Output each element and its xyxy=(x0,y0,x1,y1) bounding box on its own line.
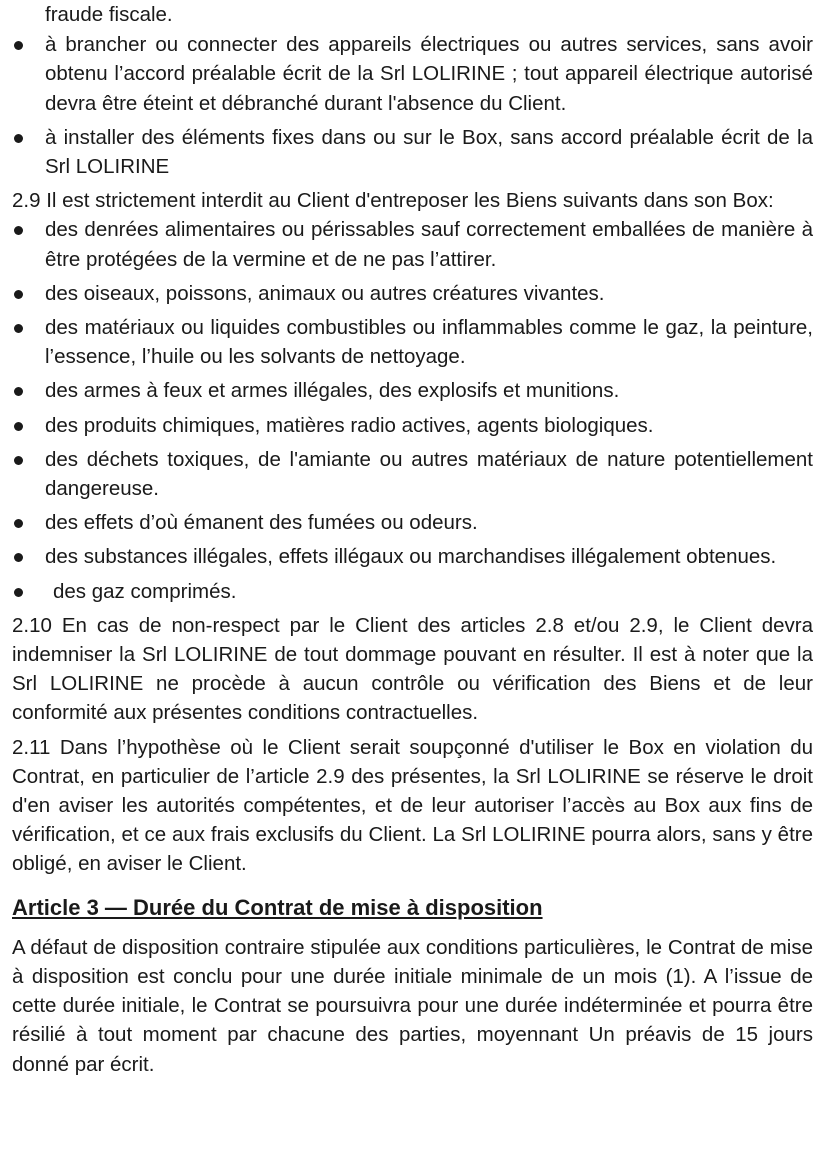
section-2-9-intro: 2.9 Il est strictement interdit au Client d'entreposer les Biens suivants dans son Box: xyxy=(12,189,774,213)
list-item xyxy=(12,445,813,503)
prohibited-actions-list xyxy=(12,30,813,181)
bullet-icon xyxy=(14,290,23,299)
bullet-icon xyxy=(14,456,23,465)
list-item-text: des denrées alimentaires ou périssables sauf correctement emballées de manière à être protégées de la vermine et de ne pas l’attirer. xyxy=(45,218,813,271)
bullet-icon xyxy=(14,134,23,143)
list-item xyxy=(12,542,813,571)
list-item-text: des produits chimiques, matières radio actives, agents biologiques. xyxy=(45,413,654,437)
list-item-text: des oiseaux, poissons, animaux ou autres créatures vivantes. xyxy=(45,281,605,305)
prohibited-goods-list xyxy=(12,215,813,605)
bullet-icon xyxy=(14,553,23,562)
article-3-heading: Article 3 — Durée du Contrat de mise à disposition xyxy=(12,894,543,920)
bullet-icon xyxy=(14,41,23,50)
list-item xyxy=(12,376,813,405)
list-item-text: des gaz comprimés. xyxy=(53,579,237,603)
list-item-text: des déchets toxiques, de l'amiante ou autres matériaux de nature potentiellement dangereuse. xyxy=(45,447,813,501)
article-3-body: A défaut de disposition contraire stipulée aux conditions particulières, le Contrat de mise à disposition est conclu pour une durée initiale minimale de un mois (1). A l’issue de cette durée initiale, le Contrat se poursuivra pour une durée indéterminée et pourra être résilié à tout moment par chacune des parties, moyennant Un préavis de 15 jours donné par écrit. xyxy=(12,935,813,1076)
list-item xyxy=(12,508,813,537)
bullet-icon xyxy=(14,387,23,396)
bullet-icon xyxy=(14,519,23,528)
continued-bullet-text: fraude fiscale. xyxy=(45,3,173,26)
list-item xyxy=(12,577,813,606)
list-item-text: des effets d’où émanent des fumées ou odeurs. xyxy=(45,511,478,535)
list-item-text: des armes à feux et armes illégales, des explosifs et munitions. xyxy=(45,379,620,403)
list-item-text: à brancher ou connecter des appareils électriques ou autres services, sans avoir obtenu l’accord préalable écrit de la Srl LOLIRINE ; tout appareil électrique autorisé devra être éteint et débranché durant l'absence du Client. xyxy=(45,33,813,115)
list-item xyxy=(12,30,813,118)
section-2-11: 2.11 Dans l’hypothèse où le Client serait soupçonné d'utiliser le Box en violation du Contrat, en particulier de l’article 2.9 des présentes, la Srl LOLIRINE se réserve le droit d'en aviser les autorités compétentes, et de leur autoriser l’accès au Box aux fins de vérification, et ce aux frais exclusifs du Client. La Srl LOLIRINE pourra alors, sans y être obligé, en aviser le Client. xyxy=(12,735,813,876)
bullet-icon xyxy=(14,422,23,431)
list-item xyxy=(12,215,813,273)
list-item xyxy=(12,411,813,440)
section-2-10: 2.10 En cas de non-respect par le Client des articles 2.8 et/ou 2.9, le Client devra indemniser la Srl LOLIRINE de tout dommage pouvant en résulter. Il est à noter que la Srl LOLIRINE ne procède à aucun contrôle ou vérification des Biens et de leur conformité aux présentes conditions contractuelles. xyxy=(12,613,813,725)
bullet-icon xyxy=(14,588,23,597)
list-item xyxy=(12,123,813,181)
bullet-icon xyxy=(14,226,23,235)
list-item xyxy=(12,279,813,308)
bullet-icon xyxy=(14,324,23,333)
list-item xyxy=(12,313,813,371)
list-item-text: des substances illégales, effets illégaux ou marchandises illégalement obtenues. xyxy=(45,545,777,569)
list-item-text: à installer des éléments fixes dans ou sur le Box, sans accord préalable écrit de la Srl LOLIRINE xyxy=(45,125,813,179)
list-item-text: des matériaux ou liquides combustibles ou inflammables comme le gaz, la peinture, l’essence, l’huile ou les solvants de nettoyage. xyxy=(45,316,813,369)
